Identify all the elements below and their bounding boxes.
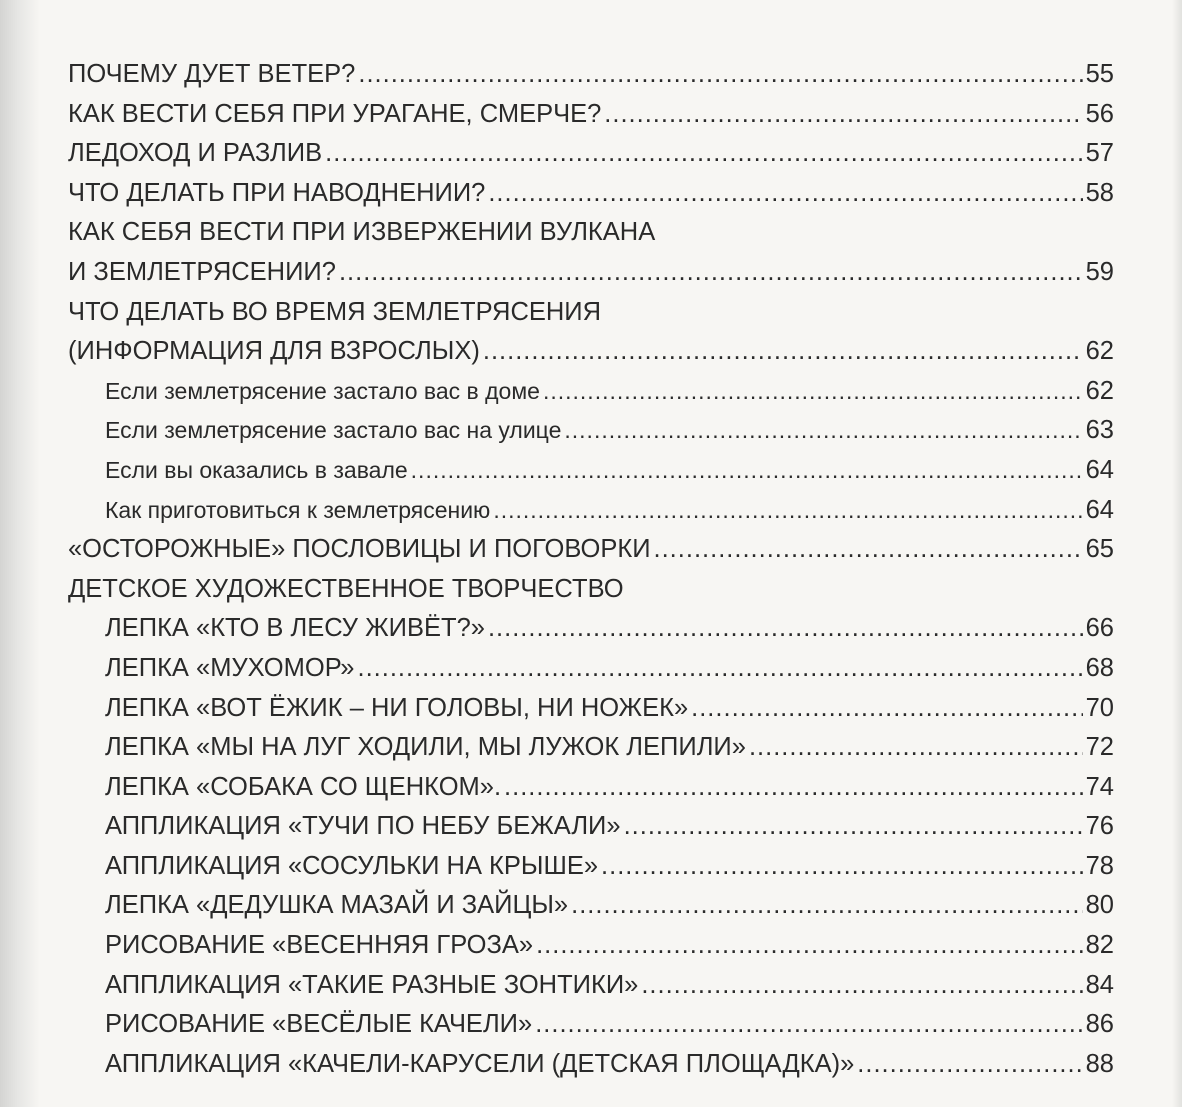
dot-leader: [504, 768, 1083, 808]
toc-entry-page: 82: [1085, 931, 1114, 960]
toc-entry-page: 86: [1085, 1010, 1114, 1039]
dot-leader: [564, 411, 1082, 451]
toc-entry: [68, 174, 1114, 214]
toc-entry-title: ЛЕПКА «ВОТ ЁЖИК – НИ ГОЛОВЫ, НИ НОЖЕК»: [105, 693, 689, 722]
toc-section-heading: [68, 570, 1114, 610]
toc-entry-title: АППЛИКАЦИЯ «КАЧЕЛИ-КАРУСЕЛИ (ДЕТСКАЯ ПЛОЩАДКА)»: [105, 1049, 855, 1078]
toc-subentry: [68, 728, 1114, 768]
toc-entry-title: ЛЕПКА «МЫ НА ЛУГ ХОДИЛИ, МЫ ЛУЖОК ЛЕПИЛИ»: [105, 733, 746, 762]
toc-entry-page: 64: [1085, 455, 1114, 484]
toc-entry-title: «ОСТОРОЖНЫЕ» ПОСЛОВИЦЫ И ПОГОВОРКИ: [68, 535, 651, 564]
dot-leader: [488, 174, 1082, 214]
dot-leader: [325, 134, 1083, 174]
toc-entry-title: И ЗЕМЛЕТРЯСЕНИИ?: [68, 257, 336, 286]
toc-entry-title: РИСОВАНИЕ «ВЕСЁЛЫЕ КАЧЕЛИ»: [105, 1010, 533, 1039]
toc-subentry: [68, 1045, 1114, 1085]
toc-entry-page: 63: [1085, 416, 1114, 445]
dot-leader: [749, 728, 1083, 768]
table-of-contents: [68, 55, 1114, 1084]
toc-entry-page: 58: [1085, 178, 1114, 207]
toc-subentry: [68, 1005, 1114, 1045]
dot-leader: [493, 491, 1082, 531]
toc-entry-page: 80: [1085, 891, 1114, 920]
toc-entry-title: ЧТО ДЕЛАТЬ ПРИ НАВОДНЕНИИ?: [68, 178, 486, 207]
toc-entry-title: АППЛИКАЦИЯ «ТУЧИ ПО НЕБУ БЕЖАЛИ»: [105, 812, 621, 841]
toc-entry-title: Если землетрясение застало вас в доме: [105, 377, 540, 404]
toc-entry-title: ЛЕПКА «СОБАКА СО ЩЕНКОМ».: [105, 772, 502, 801]
toc-entry: [68, 134, 1114, 174]
toc-subentry: [68, 609, 1114, 649]
toc-entry-heading-line: [68, 293, 1114, 333]
toc-entry-page: 59: [1085, 257, 1114, 286]
toc-subentry: [68, 768, 1114, 808]
toc-entry-page: 78: [1085, 851, 1114, 880]
toc-entry-page: 56: [1085, 99, 1114, 128]
toc-entry-heading-line: [68, 213, 1114, 253]
toc-entry-title: Если вы оказались в завале: [105, 456, 408, 483]
toc-entry-title: ЧТО ДЕЛАТЬ ВО ВРЕМЯ ЗЕМЛЕТРЯСЕНИЯ: [68, 297, 602, 326]
toc-entry-page: 88: [1085, 1049, 1114, 1078]
toc-entry: [68, 332, 1114, 372]
toc-entry-page: 55: [1085, 60, 1114, 88]
toc-entry-page: 74: [1085, 772, 1114, 801]
toc-entry-title: АППЛИКАЦИЯ «ТАКИЕ РАЗНЫЕ ЗОНТИКИ»: [105, 970, 639, 999]
toc-entry-page: 76: [1085, 812, 1114, 841]
toc-subentry: [68, 451, 1114, 491]
dot-leader: [543, 372, 1083, 412]
toc-entry-title: ДЕТСКОЕ ХУДОЖЕСТВЕННОЕ ТВОРЧЕСТВО: [68, 574, 624, 603]
toc-subentry: [68, 649, 1114, 689]
toc-subentry: [68, 886, 1114, 926]
dot-leader: [857, 1045, 1082, 1085]
dot-leader: [339, 253, 1083, 293]
dot-leader: [601, 847, 1083, 887]
dot-leader: [654, 530, 1083, 570]
toc-entry-title: ЛЕПКА «ДЕДУШКА МАЗАЙ И ЗАЙЦЫ»: [105, 891, 569, 920]
dot-leader: [691, 689, 1082, 729]
toc-entry: [68, 530, 1114, 570]
toc-subentry: [68, 926, 1114, 966]
dot-leader: [535, 1005, 1082, 1045]
toc-entry-page: 84: [1085, 970, 1114, 999]
toc-entry-title: КАК ВЕСТИ СЕБЯ ПРИ УРАГАНЕ, СМЕРЧЕ?: [68, 99, 602, 128]
page-gutter-shadow: [0, 0, 40, 1107]
toc-entry-title: Если землетрясение застало вас на улице: [105, 417, 562, 444]
toc-subentry: [68, 491, 1114, 531]
toc-entry-title: ЛЕПКА «КТО В ЛЕСУ ЖИВЁТ?»: [105, 614, 485, 643]
dot-leader: [624, 807, 1083, 847]
toc-entry-page: 57: [1085, 139, 1114, 168]
toc-entry-page: 62: [1085, 337, 1114, 366]
dot-leader: [411, 451, 1083, 491]
toc-entry-title: ЛЕДОХОД И РАЗЛИВ: [68, 139, 323, 168]
toc-subentry: [68, 372, 1114, 412]
dot-leader: [571, 886, 1083, 926]
page-edge: [1172, 0, 1182, 1107]
toc-subentry: [68, 966, 1114, 1006]
toc-entry-page: 66: [1085, 614, 1114, 643]
toc-entry: [68, 95, 1114, 135]
dot-leader: [641, 966, 1082, 1006]
toc-entry-title: (ИНФОРМАЦИЯ ДЛЯ ВЗРОСЛЫХ): [68, 337, 480, 366]
toc-entry-page: 65: [1085, 535, 1114, 564]
dot-leader: [604, 95, 1082, 135]
toc-subentry: [68, 689, 1114, 729]
toc-subentry: [68, 411, 1114, 451]
dot-leader: [536, 926, 1083, 966]
toc-subentry: [68, 807, 1114, 847]
toc-entry-page: 68: [1085, 653, 1114, 682]
toc-entry-title: ПОЧЕМУ ДУЕТ ВЕТЕР?: [68, 60, 356, 88]
toc-entry-title: РИСОВАНИЕ «ВЕСЕННЯЯ ГРОЗА»: [105, 931, 534, 960]
toc-subentry: [68, 847, 1114, 887]
toc-entry-page: 64: [1085, 495, 1114, 524]
dot-leader: [483, 332, 1083, 372]
toc-entry-page: 62: [1085, 376, 1114, 405]
toc-entry-title: АППЛИКАЦИЯ «СОСУЛЬКИ НА КРЫШЕ»: [105, 851, 599, 880]
dot-leader: [358, 55, 1082, 95]
toc-entry-title: ЛЕПКА «МУХОМОР»: [105, 653, 355, 682]
toc-entry-title: КАК СЕБЯ ВЕСТИ ПРИ ИЗВЕРЖЕНИИ ВУЛКАНА: [68, 218, 656, 247]
toc-entry: [68, 253, 1114, 293]
toc-entry-page: 72: [1085, 733, 1114, 762]
dot-leader: [357, 649, 1082, 689]
toc-entry: [68, 55, 1114, 95]
toc-entry-title: Как приготовиться к землетрясению: [105, 496, 491, 523]
toc-entry-page: 70: [1085, 693, 1114, 722]
dot-leader: [488, 609, 1083, 649]
